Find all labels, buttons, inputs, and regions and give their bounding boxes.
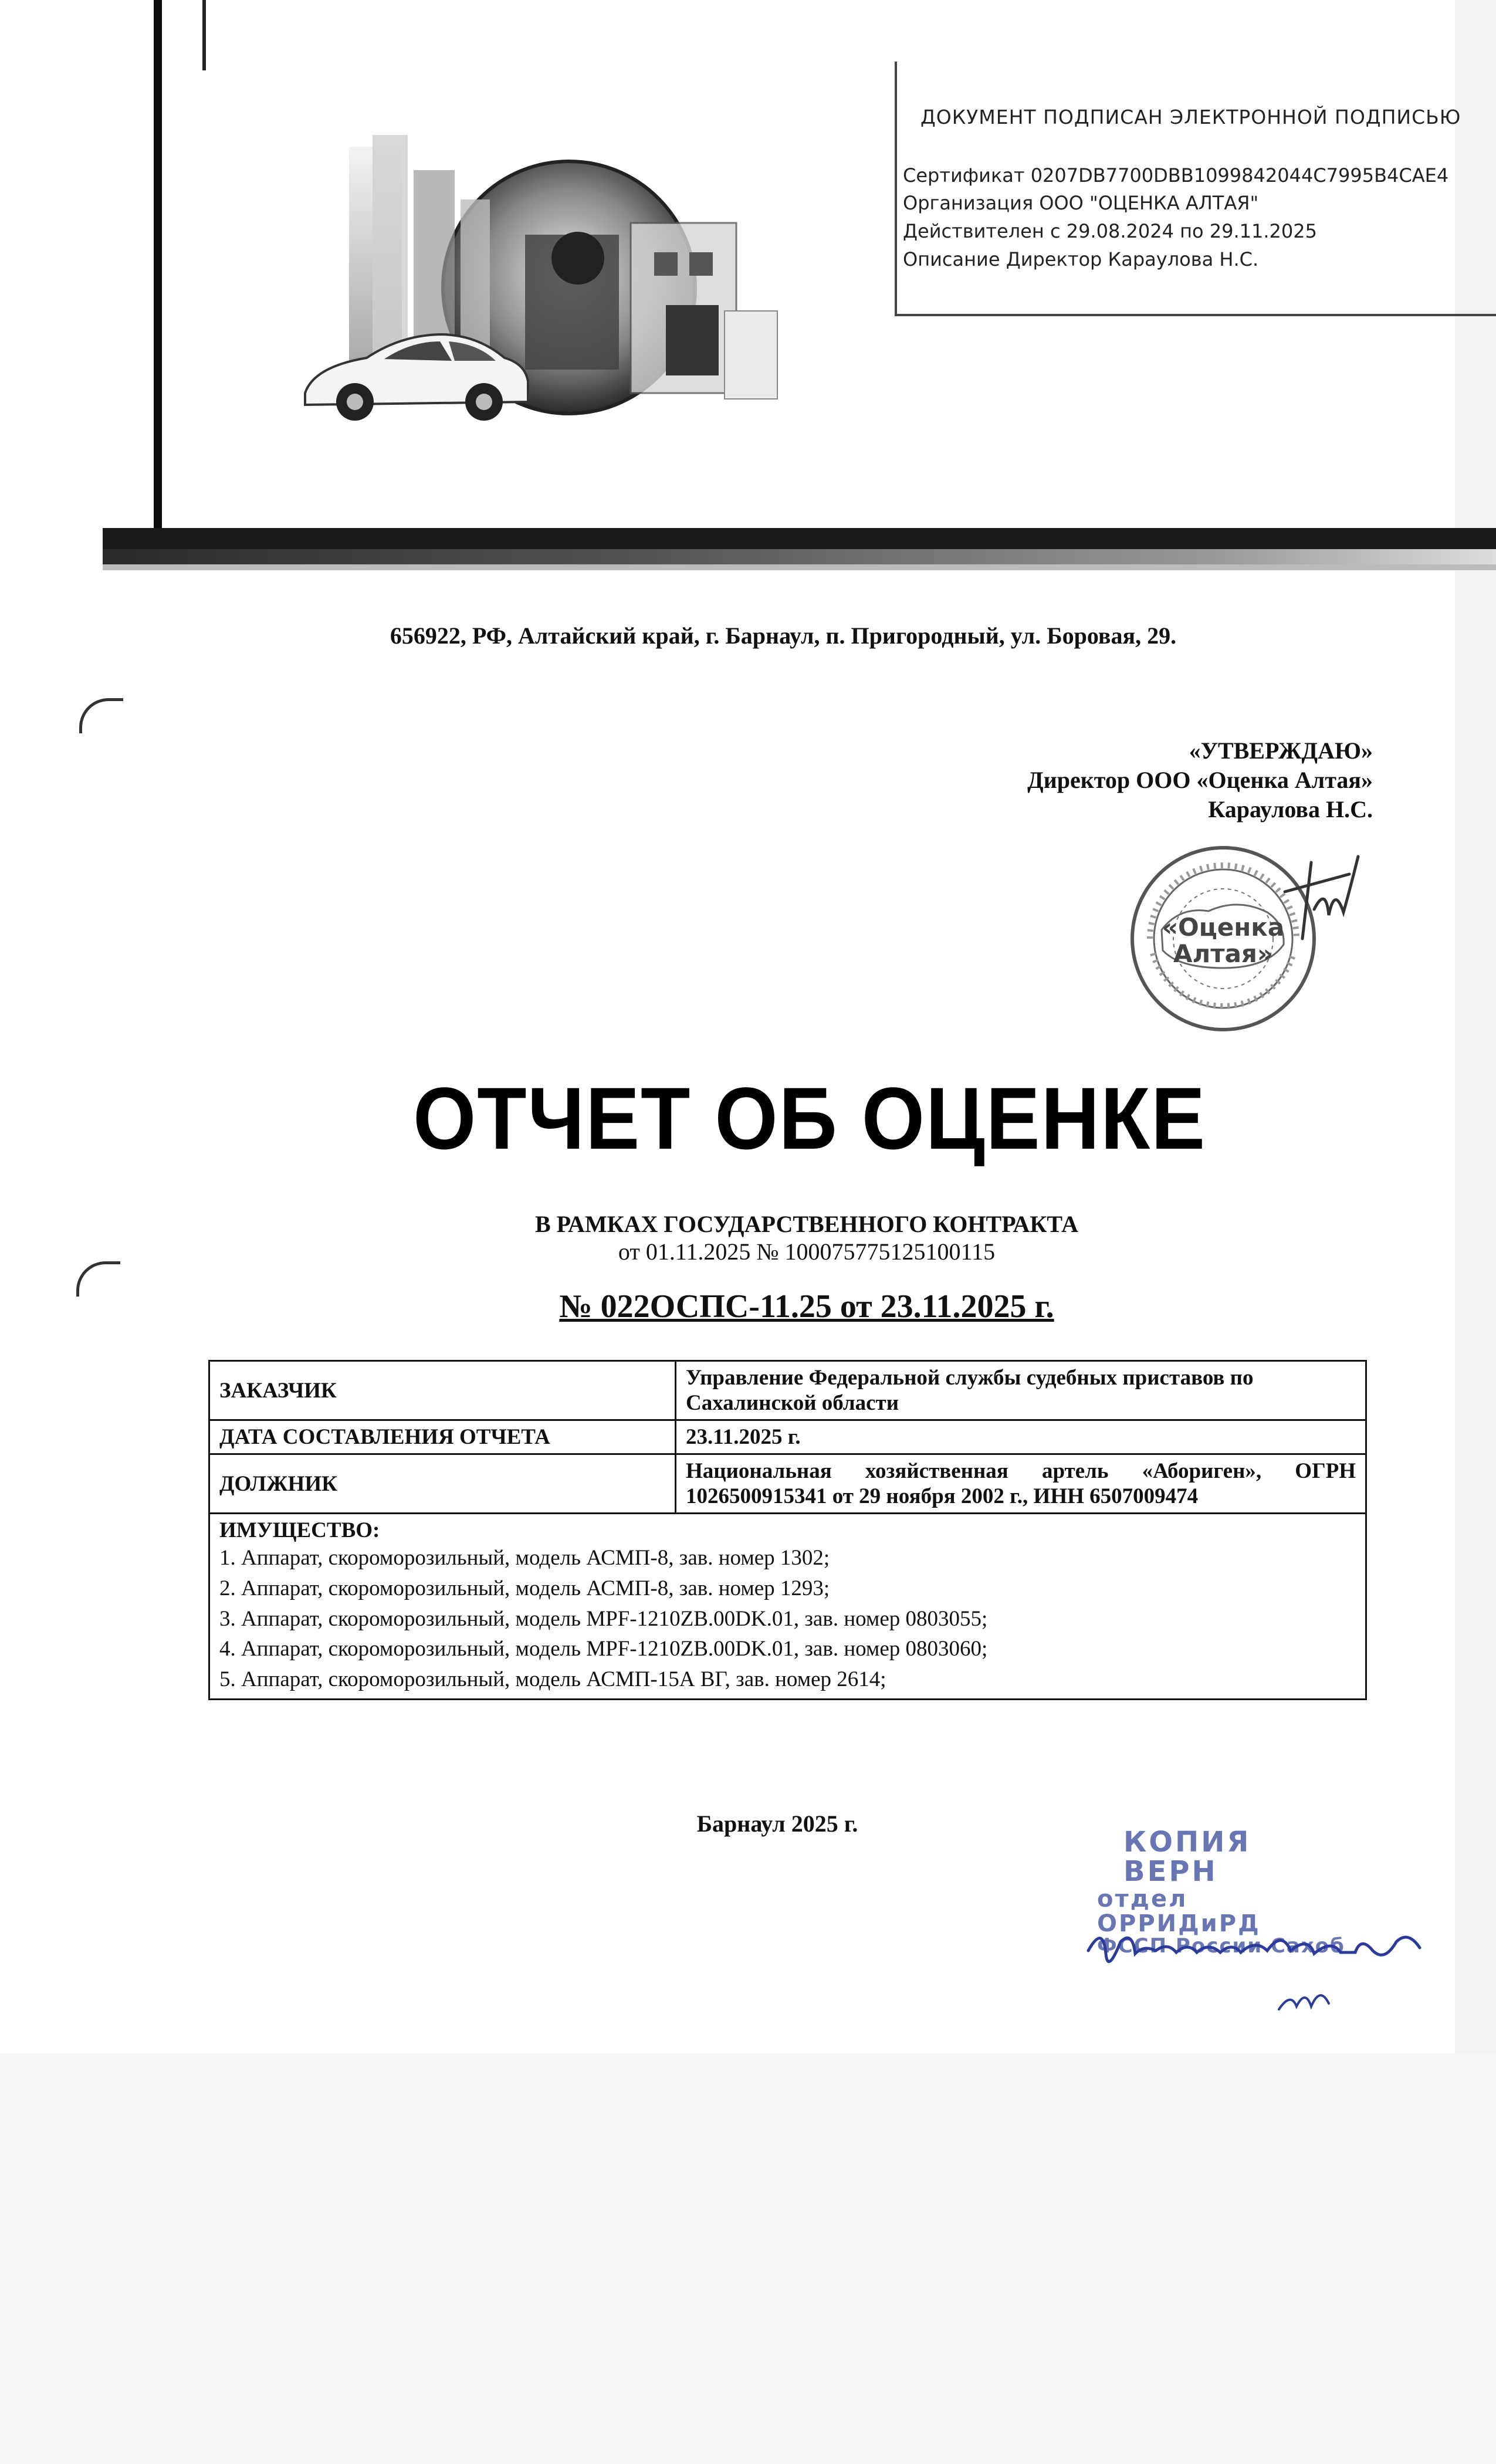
report-number: № 022ОСПС-11.25 от 23.11.2025 г. (559, 1288, 1054, 1325)
approval-block (1027, 736, 1373, 824)
header-band (103, 528, 1496, 549)
report-info-table (208, 1360, 1367, 1700)
esign-validity: Действителен с 29.08.2024 по 29.11.2025 (903, 220, 1317, 242)
contract-heading: В РАМКАХ ГОСУДАРСТВЕННОГО КОНТРАКТА (535, 1211, 1078, 1237)
debtor-value-line-2: 1026500915341 от 29 ноября 2002 г., ИНН 6507009474 (686, 1484, 1199, 1508)
scan-edge-mark (202, 0, 206, 70)
city-year: Барнаул 2025 г. (696, 1810, 858, 1837)
table-row (209, 1454, 1366, 1514)
list-item: 1. Аппарат, скороморозильный, модель АСМП-8, зав. номер 1302; (219, 1546, 830, 1570)
list-item: 2. Аппарат, скороморозильный, модель АСМП-8, зав. номер 1293; (219, 1576, 830, 1600)
debtor-value (676, 1454, 1366, 1514)
esign-title: ДОКУМЕНТ ПОДПИСАН ЭЛЕКТРОННОЙ ПОДПИСЬЮ (920, 106, 1461, 128)
copy-stamp-line-3: ФССП России Сахоб (1097, 1934, 1345, 1958)
esign-organization: Организация ООО "ОЦЕНКА АЛТАЯ" (903, 192, 1259, 214)
table-row (209, 1420, 1366, 1454)
seal-text-1: «Оценка (1162, 913, 1285, 942)
punch-hole-mark (79, 698, 123, 733)
property-cell (209, 1514, 1366, 1700)
director-signature (1279, 851, 1361, 945)
date-label: ДАТА СОСТАВЛЕНИЯ ОТЧЕТА (209, 1420, 676, 1454)
scan-margin-bottom (0, 2053, 1496, 2464)
approval-name: Караулова Н.С. (1208, 796, 1373, 823)
esign-description: Описание Директор Караулова Н.С. (903, 248, 1259, 270)
debtor-value-line-1: Национальная хозяйственная артель «Абориген», ОГРН (686, 1459, 1356, 1483)
copy-stamp-line-2: отдел ОРРИДиРД (1097, 1885, 1261, 1937)
table-row (209, 1361, 1366, 1420)
document-title: ОТЧЕТ ОБ ОЦЕНКЕ (413, 1069, 1206, 1167)
electronic-signature-box (895, 62, 1496, 316)
customer-value: Управление Федеральной службы судебных приставов по Сахалинской области (676, 1361, 1366, 1420)
list-item: 4. Аппарат, скороморозильный, модель MPF-1210ZB.00DK.01, зав. номер 0803060; (219, 1637, 988, 1661)
scan-edge-line (154, 0, 162, 528)
debtor-label: ДОЛЖНИК (209, 1454, 676, 1514)
header-band-light (103, 564, 1496, 570)
handwritten-certification-signature (1079, 1918, 1443, 2024)
esign-certificate: Сертификат 0207DB7700DBB1099842044C7995B4CAE4 (903, 164, 1449, 187)
list-item: 3. Аппарат, скороморозильный, модель MPF-1210ZB.00DK.01, зав. номер 0803055; (219, 1606, 988, 1631)
date-value: 23.11.2025 г. (676, 1420, 1366, 1454)
copy-stamp-line-1: КОПИЯ ВЕРН (1123, 1826, 1251, 1888)
approval-position: Директор ООО «Оценка Алтая» (1027, 767, 1373, 793)
approval-heading: «УТВЕРЖДАЮ» (1189, 737, 1373, 764)
customer-label: ЗАКАЗЧИК (209, 1361, 676, 1420)
company-logo-image (302, 135, 818, 440)
table-row (209, 1514, 1366, 1700)
list-item: 5. Аппарат, скороморозильный, модель АСМП-15А ВГ, зав. номер 2614; (219, 1667, 886, 1692)
contract-number: от 01.11.2025 № 100075775125100115 (618, 1238, 996, 1265)
company-address: 656922, РФ, Алтайский край, г. Барнаул, п. Пригородный, ул. Боровая, 29. (390, 622, 1177, 649)
property-label: ИМУЩЕСТВО: (219, 1518, 380, 1542)
seal-text-2: Алтая» (1173, 939, 1274, 968)
header-band-gradient (103, 549, 1496, 564)
